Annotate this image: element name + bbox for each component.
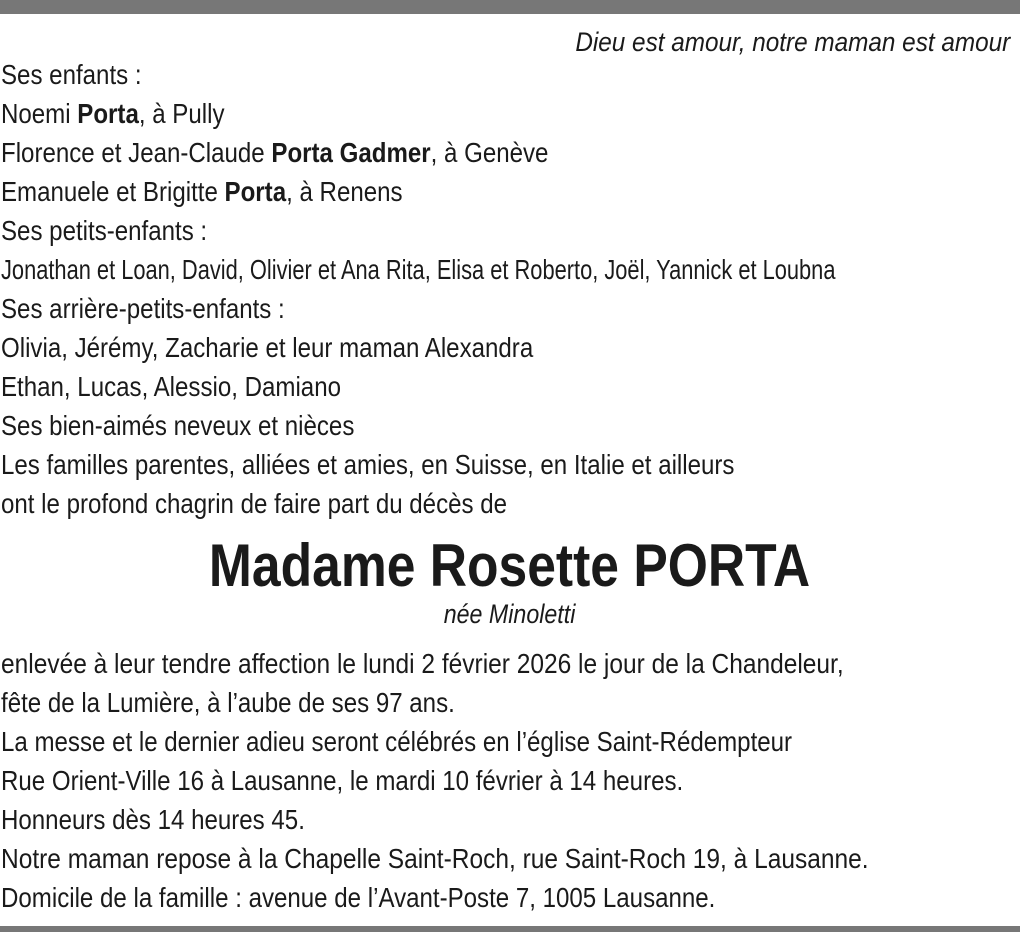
child-line: Noemi Porta, à Pully bbox=[1, 98, 225, 129]
detail-line: Domicile de la famille : avenue de l’Avant-Poste 7, 1005 Lausanne. bbox=[1, 882, 716, 913]
surname: Porta Gadmer bbox=[271, 137, 431, 168]
surname: Porta bbox=[77, 98, 139, 129]
detail-line: Rue Orient-Ville 16 à Lausanne, le mardi 10 février à 14 heures. bbox=[1, 765, 684, 796]
nephews-nieces-line: Ses bien-aimés neveux et nièces bbox=[1, 410, 355, 441]
family-list bbox=[1, 55, 1020, 523]
detail-line: Honneurs dès 14 heures 45. bbox=[1, 804, 305, 835]
deceased-name: Madame Rosette PORTA bbox=[209, 532, 811, 599]
detail-line: enlevée à leur tendre affection le lundi 2 février 2026 le jour de la Chandeleur, bbox=[1, 648, 844, 679]
detail-line: fête de la Lumière, à l’aube de ses 97 ans. bbox=[1, 687, 455, 718]
maiden-name: née Minoletti bbox=[444, 599, 576, 629]
relatives-line: Les familles parentes, alliées et amies, en Suisse, en Italie et ailleurs bbox=[1, 449, 735, 480]
great-grandchildren-line: Ethan, Lucas, Alessio, Damiano bbox=[1, 371, 341, 402]
detail-line: La messe et le dernier adieu seront célébrés en l’église Saint-Rédempteur bbox=[1, 726, 793, 757]
great-grandchildren-heading: Ses arrière-petits-enfants : bbox=[1, 293, 285, 324]
children-heading: Ses enfants : bbox=[1, 59, 142, 90]
grandchildren-heading: Ses petits-enfants : bbox=[1, 215, 208, 246]
surname: Porta bbox=[224, 176, 287, 207]
detail-line: Notre maman repose à la Chapelle Saint-Roch, rue Saint-Roch 19, à Lausanne. bbox=[1, 843, 869, 874]
bottom-border-rule bbox=[0, 926, 1020, 932]
child-line: Florence et Jean-Claude Porta Gadmer, à Genève bbox=[1, 137, 549, 168]
announcement-line: ont le profond chagrin de faire part du décès de bbox=[1, 488, 508, 519]
great-grandchildren-line: Olivia, Jérémy, Zacharie et leur maman Alexandra bbox=[1, 332, 534, 363]
grandchildren-list: Jonathan et Loan, David, Olivier et Ana Rita, Elisa et Roberto, Joël, Yannick et Loubna bbox=[1, 254, 836, 285]
child-line: Emanuele et Brigitte Porta, à Renens bbox=[1, 176, 403, 207]
details-text bbox=[1, 644, 1020, 917]
top-border-rule bbox=[0, 0, 1020, 14]
epigraph: Dieu est amour, notre maman est amour bbox=[575, 27, 1010, 57]
